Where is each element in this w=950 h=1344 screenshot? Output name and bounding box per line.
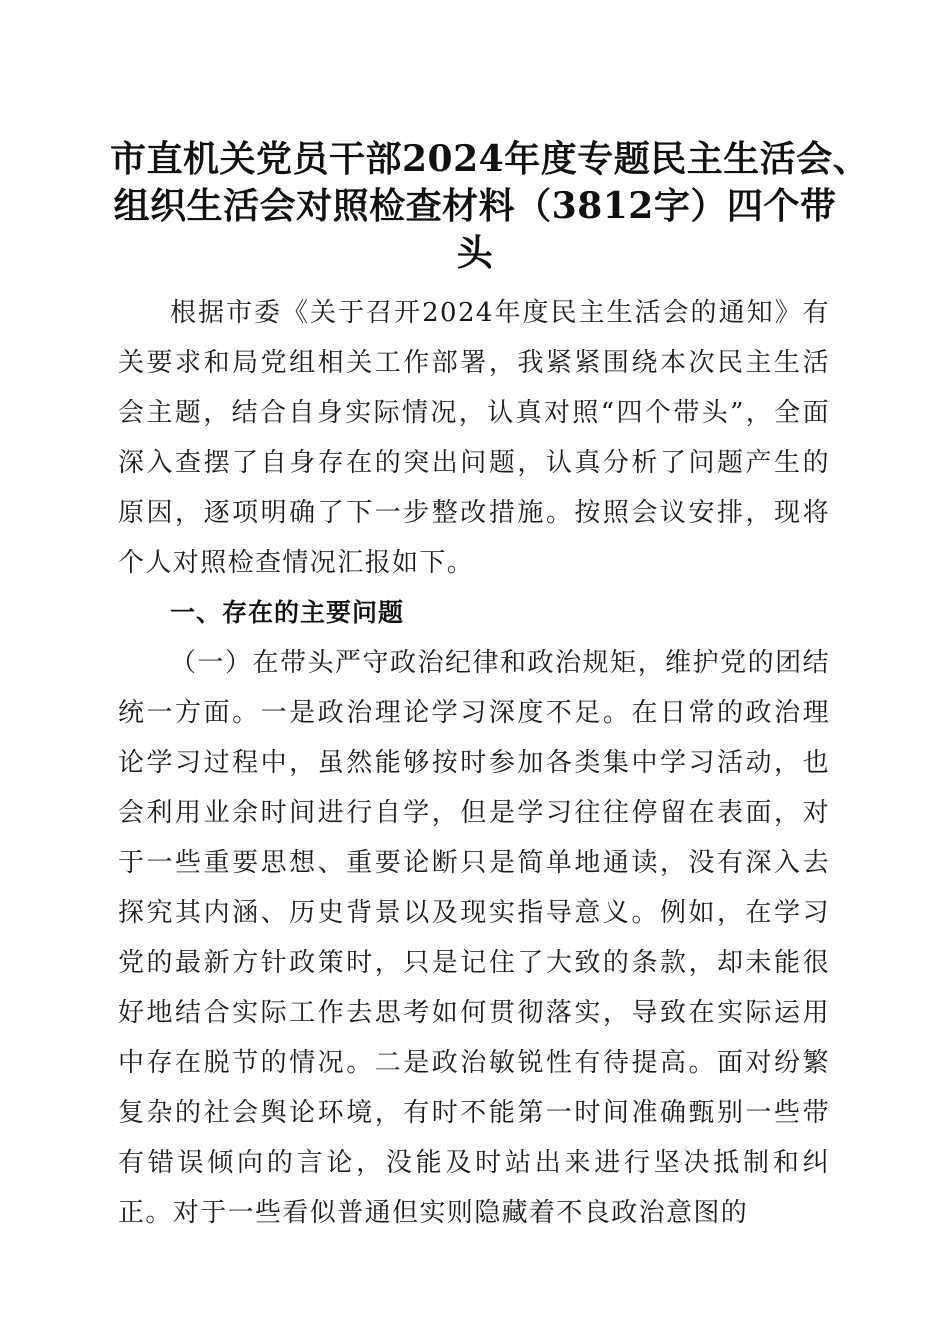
- title-line-2: 组织生活会对照检查材料（3812字）四个带: [113, 185, 837, 227]
- intro-paragraph: 根据市委《关于召开2024年度民主生活会的通知》有关要求和局党组相关工作部署，我紧紧围绕本次民主生活会主题，结合自身实际情况，认真对照“四个带头”，全面深入查摆了自身存在的突出问题，认真分析了问题产生的原因，逐项明确了下一步整改措施。按照会议安排，现将个人对照检查情况汇报如下。: [118, 298, 830, 578]
- section-paragraph: （一）在带头严守政治纪律和政治规矩，维护党的团结统一方面。一是政治理论学习深度不足。在日常的政治理论学习过程中，虽然能够按时参加各类集中学习活动，也会利用业余时间进行自学，但是学习往往停留在表面，对于一些重要思想、重要论断只是简单地通读，没有深入去探究其内涵、历史背景以及现实指导意义。例如，在学习党的最新方针政策时，只是记住了大致的条款，却未能很好地结合实际工作去思考如何贯彻落实，导致在实际运用中存在脱节的情况。二是政治敏锐性有待提高。面对纷繁复杂的社会舆论环境，有时不能第一时间准确甄别一些带有错误倾向的言论，没能及时站出来进行坚决抵制和纠正。对于一些看似普通但实则隐藏着不良政治意图的: [118, 648, 830, 1228]
- title-line-3: 头: [456, 232, 494, 274]
- document-title: [110, 136, 870, 277]
- title-line-1: 市直机关党员干部2024年度专题民主生活会、: [110, 138, 870, 180]
- section-heading: 一、存在的主要问题: [170, 598, 405, 627]
- document-body: [118, 288, 830, 1238]
